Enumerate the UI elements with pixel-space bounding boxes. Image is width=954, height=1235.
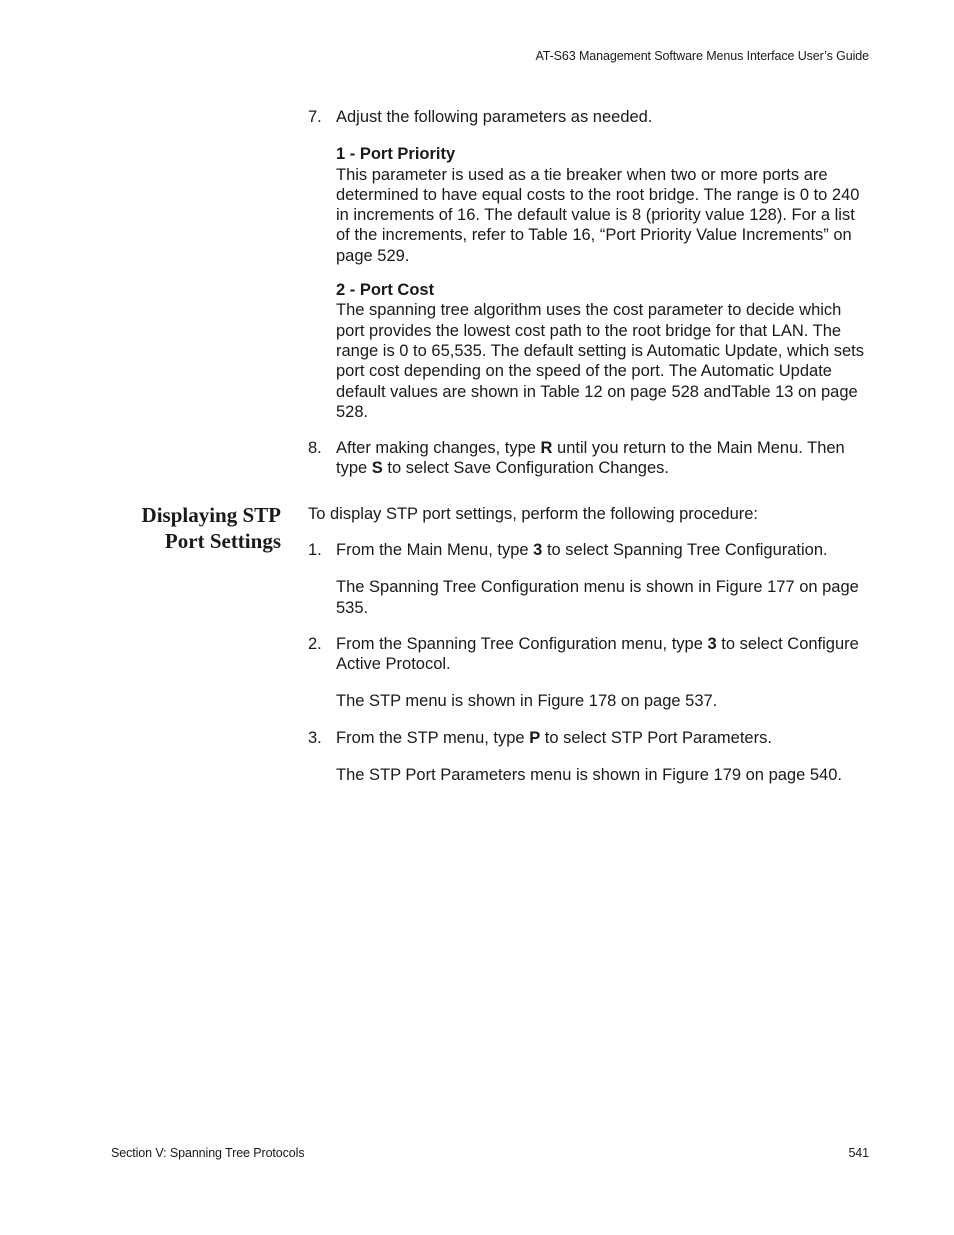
step-note: The Spanning Tree Configuration menu is shown in Figure 177 on page 535. [336,578,859,617]
step-text: Adjust the following parameters as needed. [336,108,653,126]
step-number: 3. [308,728,322,747]
step-text: From the Spanning Tree Configuration menu, type 3 to select Configure Active Protocol. [336,634,859,674]
step-text: From the Main Menu, type 3 to select Spanning Tree Configuration. [336,541,828,560]
step-note: The STP menu is shown in Figure 178 on page 537. [336,691,718,710]
running-footer [111,1146,869,1160]
key-letter: S [371,459,383,478]
page-number: 541 [848,1146,869,1160]
step-2 [308,634,870,675]
step-text: After making changes, type R until you return to the Main Menu. Then type S to select Save Configuration Changes. [336,439,845,478]
key-letter: R [540,439,553,458]
param-port-priority [308,144,870,266]
param-port-cost [308,280,870,422]
key-letter: 3 [707,634,717,653]
key-letter: P [529,728,541,747]
key-letter: 3 [533,541,543,560]
step-1 [308,540,870,560]
step-number: 1. [308,541,322,560]
step-3 [308,728,870,748]
param-title: 1 - Port Priority [336,145,456,164]
step-text: From the STP menu, type P to select STP Port Parameters. [336,728,772,747]
param-description: The spanning tree algorithm uses the cost parameter to decide which port provides the lowest cost path to the root bridge for that LAN. The range is 0 to 65,535. The default setting is Automatic Update, which sets port cost depending on the speed of the port. The Automatic Update default values are shown in Table 12 on page 528 andTable 13 on page 528. [336,301,865,421]
step-7 [308,107,870,127]
section-intro: To display STP port settings, perform the following procedure: [308,504,759,523]
running-header: AT-S63 Management Software Menus Interface User’s Guide [535,49,869,63]
step-number: 7. [308,108,322,126]
section-heading [100,502,281,554]
step-note: The STP Port Parameters menu is shown in Figure 179 on page 540. [336,766,842,785]
section-heading-line-1: Displaying STP [141,503,281,527]
section-heading-line-2: Port Settings [164,529,281,553]
param-description: This parameter is used as a tie breaker when two or more ports are determined to have equal costs to the root bridge. The range is 0 to 240 in increments of 16. The default value is 8 (priority value 128). For a list of the increments, refer to Table 16, “Port Priority Value Increments” on page 529. [336,165,860,265]
step-8 [308,438,870,479]
param-title: 2 - Port Cost [336,281,435,300]
step-number: 2. [308,634,322,653]
step-number: 8. [308,439,322,458]
footer-section-label: Section V: Spanning Tree Protocols [111,1146,305,1160]
main-content [308,107,870,785]
